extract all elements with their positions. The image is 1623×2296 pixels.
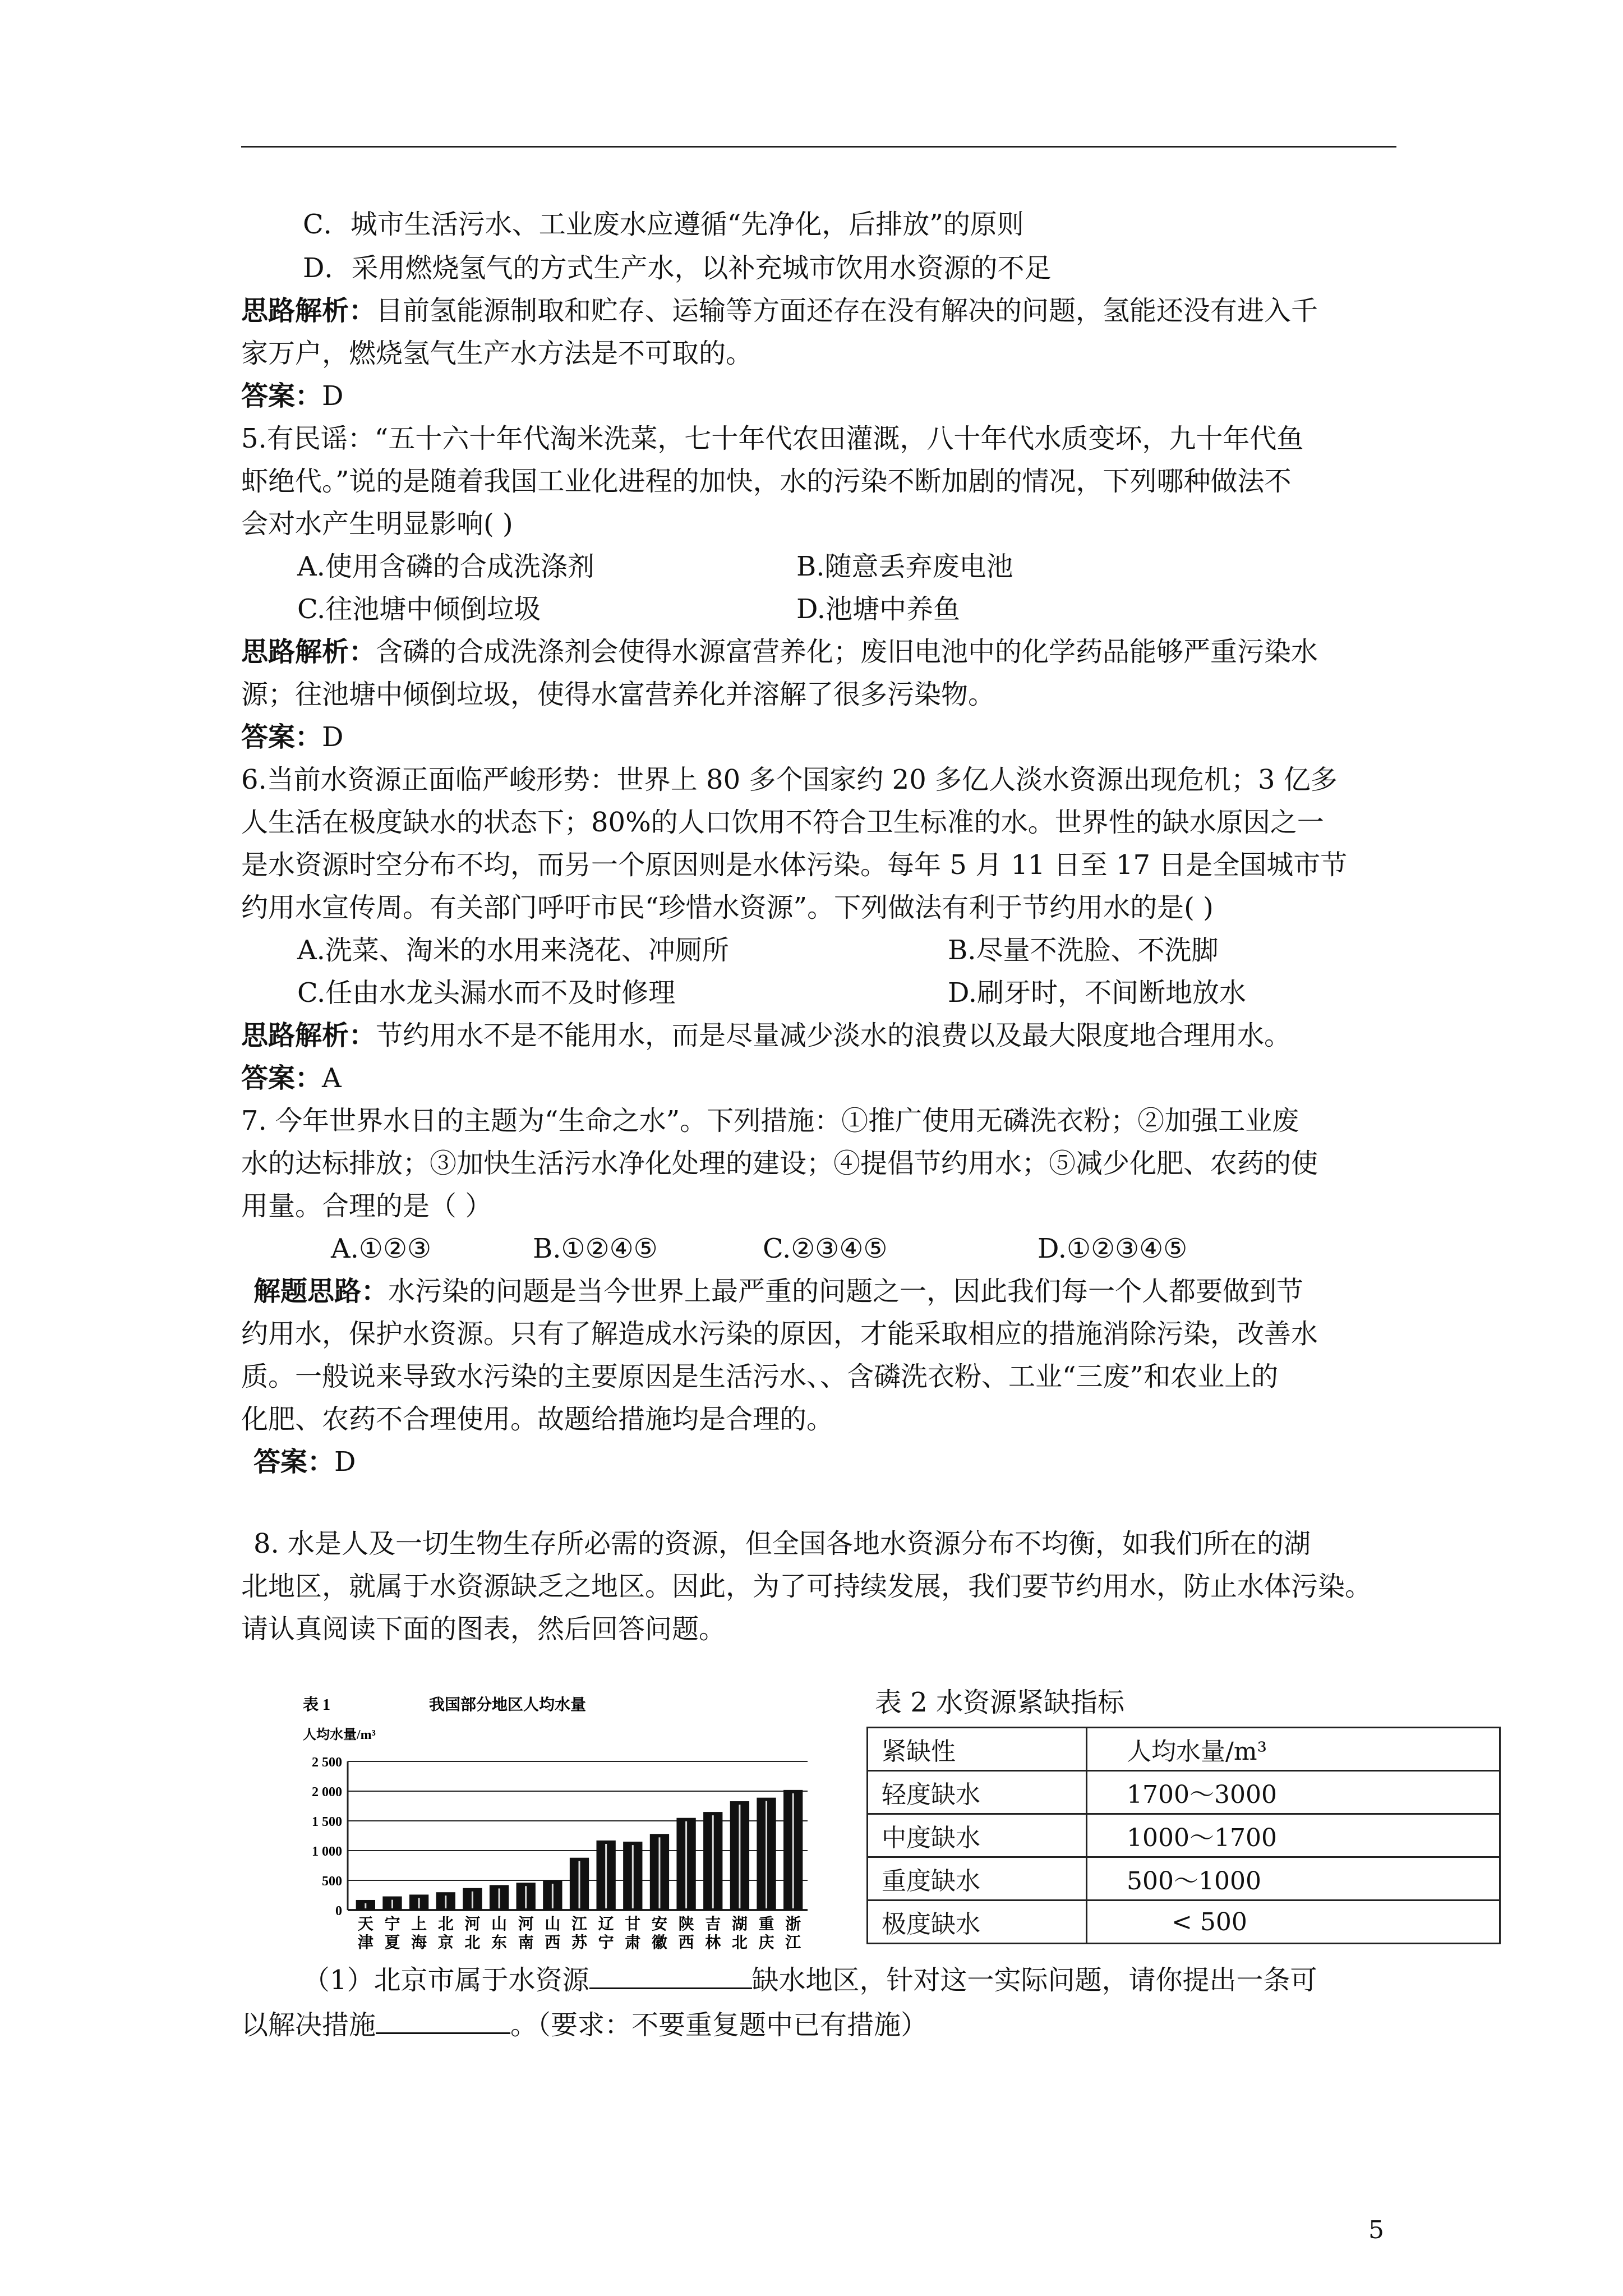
chart-y-axis-label: 人均水量/m³	[303, 1728, 376, 1742]
answer-blank-2[interactable]	[376, 2005, 510, 2034]
q5-line3: 会对水产生明显影响( )	[241, 508, 513, 540]
chart-x-tick-label: 重	[758, 1916, 774, 1933]
chart-x-tick-label: 南	[518, 1934, 534, 1952]
q6-option-a: A.洗菜、淘米的水用来浇花、冲厕所	[297, 935, 729, 966]
sub1-text-c: 以解决措施	[241, 2009, 376, 2041]
answer-label: 答案：	[253, 1446, 335, 1478]
q5-analysis-line1	[241, 635, 1318, 669]
chart-x-tick-label: 西	[678, 1934, 694, 1952]
chart-x-tick-label: 夏	[384, 1934, 400, 1952]
q6-option-b: B.尽量不洗脸、不洗脚	[948, 935, 1219, 966]
analysis-text: 含磷的合成洗涤剂会使得水源富营养化；废旧电池中的化学药品能够严重污染水	[376, 636, 1318, 668]
table-header-row	[868, 1728, 1500, 1771]
sub1-text-d: 。（要求：不要重复题中已有措施）	[510, 2009, 928, 2041]
chart-x-tick-label: 江	[571, 1916, 588, 1933]
table-row	[868, 1857, 1500, 1901]
q8-sub1-line1	[303, 1961, 1317, 1997]
analysis-label: 解题思路：	[253, 1276, 389, 1307]
chart-x-tick-label: 北	[731, 1934, 748, 1952]
chart-x-tick-label: 津	[357, 1934, 374, 1952]
answer-blank-1[interactable]	[589, 1961, 752, 1989]
table-row	[868, 1771, 1500, 1814]
q4-analysis-line1	[241, 294, 1318, 328]
analysis-text: 节约用水不是不能用水，而是尽量减少淡水的浪费以及最大限度地合理用水。	[376, 1020, 1292, 1051]
q4-option-c: C．城市生活污水、工业废水应遵循“先净化，后排放”的原则	[303, 209, 1024, 240]
answer-label: 答案：	[241, 1062, 322, 1094]
chart-x-tick-label: 肃	[625, 1934, 641, 1952]
sub1-text-a: （1）北京市属于水资源	[303, 1964, 589, 1996]
chart-x-tick-label: 徽	[651, 1934, 667, 1952]
q5-answer	[241, 720, 344, 754]
answer-label: 答案：	[241, 721, 322, 753]
q4-analysis-line2: 家万户，燃烧氢气生产水方法是不可取的。	[241, 338, 753, 369]
q7-line1: 7. 今年世界水日的主题为“生命之水”。下列措施：①推广使用无磷洗衣粉；②加强工业废	[241, 1105, 1299, 1137]
chart-x-tick-label: 上	[411, 1916, 427, 1933]
table-cell: < 500	[1087, 1901, 1500, 1944]
table-header-cell: 人均水量/m³	[1087, 1728, 1500, 1771]
table-cell: 极度缺水	[868, 1901, 1087, 1944]
chart-x-tick-label: 庆	[758, 1934, 774, 1952]
chart-title: 我国部分地区人均水量	[429, 1696, 587, 1714]
header-rule	[241, 146, 1396, 148]
q8-line2: 北地区，就属于水资源缺乏之地区。因此，为了可持续发展，我们要节约用水，防止水体污染。	[241, 1571, 1372, 1602]
q5-option-d: D.池塘中养鱼	[796, 593, 961, 625]
q7-option-b: B.①②④⑤	[533, 1233, 658, 1264]
chart-x-tick-label: 吉	[705, 1916, 721, 1933]
chart-x-tick-label: 海	[411, 1934, 427, 1952]
q7-analysis-line4: 化肥、农药不合理使用。故题给措施均是合理的。	[241, 1404, 834, 1435]
table-row	[868, 1814, 1500, 1857]
chart-x-tick-label: 湖	[731, 1916, 748, 1933]
chart-table-label: 表 1	[303, 1696, 331, 1714]
answer-value: A	[322, 1062, 342, 1094]
chart-x-tick-label: 河	[518, 1916, 534, 1933]
q7-option-c: C.②③④⑤	[763, 1233, 888, 1264]
q5-analysis-line2: 源；往池塘中倾倒垃圾，使得水富营养化并溶解了很多污染物。	[241, 679, 995, 710]
analysis-text: 水污染的问题是当今世界上最严重的问题之一，因此我们每一个人都要做到节	[388, 1276, 1304, 1307]
chart-bars	[356, 1790, 803, 1910]
answer-label: 答案：	[241, 380, 322, 412]
water-per-capita-chart	[303, 1694, 836, 1963]
q7-line2: 水的达标排放；③加快生活污水净化处理的建设；④提倡节约用水；⑤减少化肥、农药的使	[241, 1148, 1318, 1179]
q4-answer	[241, 379, 344, 413]
q6-answer	[241, 1061, 342, 1095]
q4-option-d: D．采用燃烧氢气的方式生产水，以补充城市饮用水资源的不足	[303, 252, 1052, 284]
chart-x-tick-label: 西	[545, 1934, 561, 1952]
chart-x-tick-label: 浙	[785, 1916, 801, 1933]
analysis-label: 思路解析：	[241, 295, 376, 326]
chart-x-tick-label: 东	[491, 1934, 508, 1952]
chart-x-tick-label: 安	[651, 1916, 667, 1933]
q7-option-a: A.①②③	[331, 1233, 432, 1264]
page-number: 5	[1368, 2216, 1384, 2244]
q8-line1: 8. 水是人及一切生物生存所必需的资源，但全国各地水资源分布不均衡，如我们所在的湖	[253, 1528, 1311, 1559]
table-cell: 1700～3000	[1087, 1771, 1500, 1814]
chart-x-tick-label: 甘	[625, 1916, 641, 1933]
table-cell: 1000～1700	[1087, 1814, 1500, 1857]
chart-y-ticks	[312, 1755, 342, 1918]
chart-x-tick-label: 苏	[571, 1934, 588, 1952]
q7-line3: 用量。合理的是（ ）	[241, 1190, 492, 1222]
chart-x-tick-label: 辽	[598, 1916, 614, 1933]
answer-value: D	[334, 1446, 356, 1478]
chart-x-tick-label: 江	[785, 1934, 801, 1952]
q6-analysis	[241, 1019, 1291, 1052]
chart-x-tick-label: 北	[437, 1916, 454, 1933]
analysis-label: 思路解析：	[241, 1020, 376, 1051]
chart-y-tick-label: 0	[335, 1904, 342, 1918]
chart-y-tick-label: 500	[322, 1874, 342, 1889]
chart-y-tick-label: 2 500	[312, 1755, 342, 1770]
q5-option-a: A.使用含磷的合成洗涤剂	[297, 551, 594, 582]
chart-x-tick-label: 宁	[384, 1916, 400, 1933]
table-cell: 重度缺水	[868, 1857, 1087, 1901]
q6-option-c: C.任由水龙头漏水而不及时修理	[297, 977, 676, 1009]
chart-x-tick-label: 京	[437, 1934, 454, 1952]
table-header-cell: 紧缺性	[868, 1728, 1087, 1771]
q7-analysis-line1	[253, 1274, 1303, 1308]
chart-x-tick-label: 河	[464, 1916, 481, 1933]
q6-line3: 是水资源时空分布不均，而另一个原因则是水体污染。每年 5 月 11 日至 17 日是全国城市节	[241, 849, 1348, 881]
table-cell: 轻度缺水	[868, 1771, 1087, 1814]
sub1-text-b: 缺水地区，针对这一实际问题，请你提出一条可	[751, 1964, 1317, 1996]
q7-analysis-line3: 质。一般说来导致水污染的主要原因是生活污水、、含磷洗衣粉、工业“三废”和农业上的	[241, 1361, 1279, 1392]
q6-line4: 约用水宣传周。有关部门呼吁市民“珍惜水资源”。下列做法有利于节约用水的是( )	[241, 892, 1214, 923]
q7-answer	[253, 1445, 356, 1479]
chart-x-tick-label: 天	[357, 1916, 374, 1933]
water-shortage-table	[866, 1727, 1501, 1944]
q5-option-b: B.随意丢弃废电池	[796, 551, 1013, 582]
q7-option-d: D.①②③④⑤	[1038, 1233, 1188, 1264]
q7-analysis-line2: 约用水，保护水资源。只有了解造成水污染的原因，才能采取相应的措施消除污染，改善水	[241, 1318, 1318, 1350]
chart-x-tick-label: 宁	[598, 1934, 614, 1952]
table2-title: 表 2 水资源紧缺指标	[875, 1687, 1125, 1718]
analysis-text: 目前氢能源制取和贮存、运输等方面还存在没有解决的问题，氢能还没有进入千	[376, 295, 1318, 326]
table-row	[868, 1901, 1500, 1944]
chart-x-tick-label: 山	[491, 1916, 508, 1933]
chart-x-ticks	[358, 1915, 801, 1952]
chart-x-tick-label: 林	[705, 1934, 721, 1952]
analysis-label: 思路解析：	[241, 636, 376, 668]
table-cell: 500～1000	[1087, 1857, 1500, 1901]
answer-value: D	[322, 721, 344, 753]
chart-y-tick-label: 2 000	[312, 1785, 342, 1800]
chart-x-tick-label: 山	[545, 1916, 561, 1933]
chart-x-tick-label: 陕	[678, 1916, 694, 1933]
q6-line1: 6.当前水资源正面临严峻形势：世界上 80 多个国家约 20 多亿人淡水资源出现危机；3 亿多	[241, 764, 1338, 795]
q6-option-d: D.刷牙时，不间断地放水	[948, 977, 1247, 1009]
q5-line2: 虾绝代。”说的是随着我国工业化进程的加快，水的污染不断加剧的情况，下列哪种做法不	[241, 466, 1292, 497]
table-cell: 中度缺水	[868, 1814, 1087, 1857]
chart-y-tick-label: 1 500	[312, 1815, 342, 1829]
q8-sub1-line2	[241, 2005, 928, 2042]
chart-y-tick-label: 1 000	[312, 1844, 342, 1859]
q6-line2: 人生活在极度缺水的状态下；80%的人口饮用不符合卫生标准的水。世界性的缺水原因之一	[241, 807, 1324, 838]
answer-value: D	[322, 380, 344, 412]
q5-option-c: C.往池塘中倾倒垃圾	[297, 593, 541, 625]
q5-line1: 5.有民谣：“五十六十年代淘米洗菜，七十年代农田灌溉，八十年代水质变坏，九十年代鱼	[241, 423, 1304, 454]
q8-line3: 请认真阅读下面的图表，然后回答问题。	[241, 1613, 726, 1645]
chart-x-tick-label: 北	[464, 1934, 481, 1952]
